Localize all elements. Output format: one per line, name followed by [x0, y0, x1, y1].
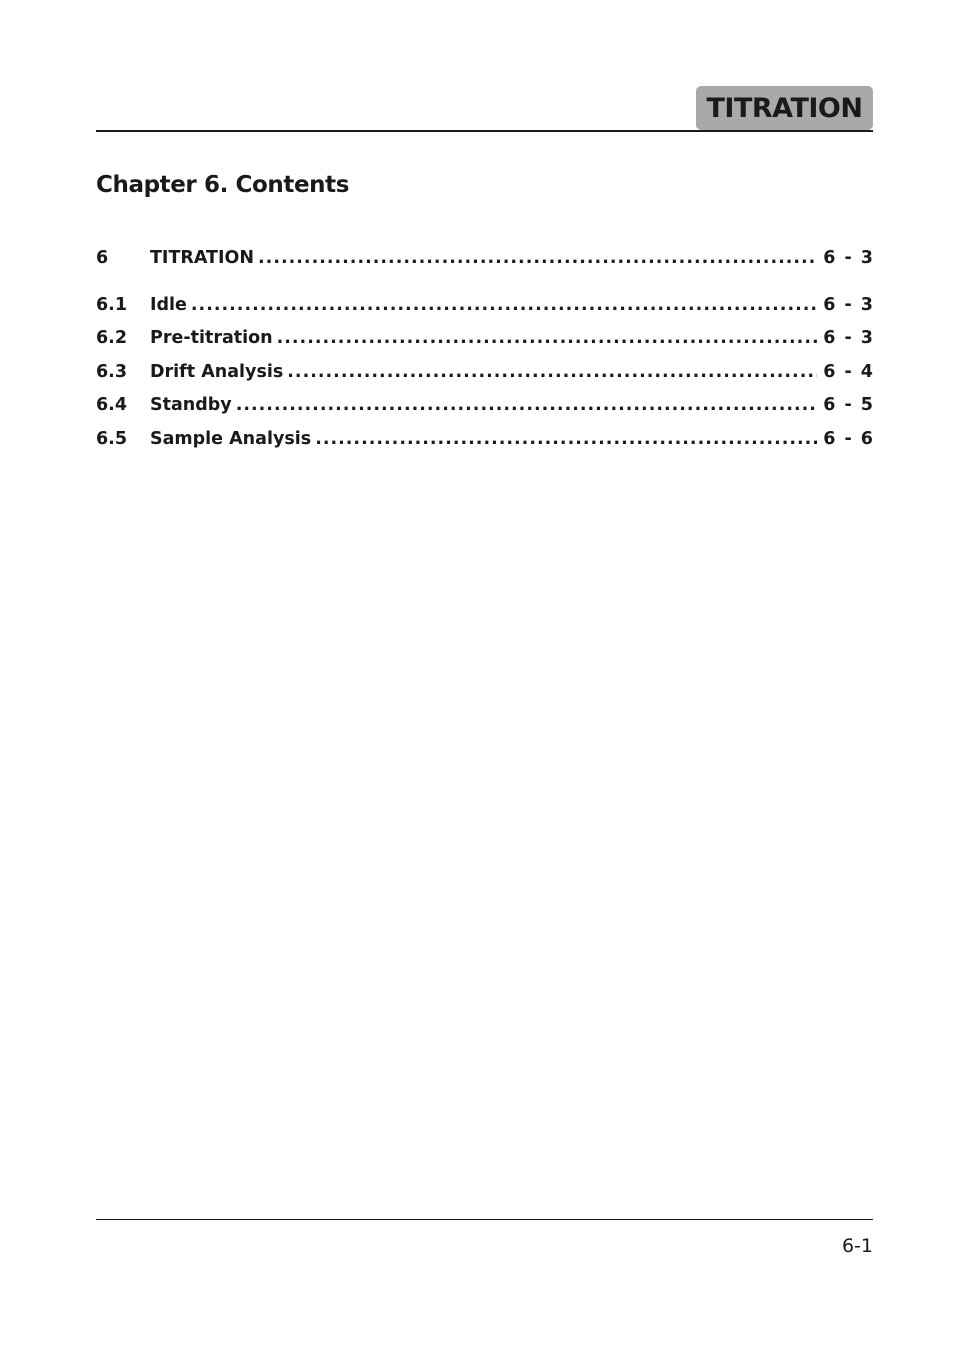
toc-entry-title: Standby: [150, 395, 232, 415]
page-number: 6-1: [841, 1235, 873, 1257]
toc-entry-page: 6 - 3: [823, 248, 873, 268]
toc-entry[interactable]: [96, 295, 873, 319]
toc-entry-number: 6.3: [96, 362, 128, 382]
toc-entry-number: 6.4: [96, 395, 128, 415]
toc-dot-leader: [258, 248, 817, 268]
toc-dot-leader: [277, 328, 818, 348]
chapter-badge: [696, 86, 873, 130]
toc-dot-leader: [191, 295, 817, 315]
header-divider: [96, 130, 873, 132]
toc-entry-title: Pre-titration: [150, 328, 273, 348]
toc-entry[interactable]: [96, 395, 873, 419]
toc-entry-number: 6.2: [96, 328, 128, 348]
toc-entry-page: 6 - 5: [823, 395, 873, 415]
toc-dot-leader: [315, 429, 817, 449]
toc-entry-page: 6 - 6: [823, 429, 873, 449]
toc-entry[interactable]: [96, 328, 873, 352]
toc-entry-title: Idle: [150, 295, 187, 315]
toc-entry-title: Sample Analysis: [150, 429, 312, 449]
footer-divider: [96, 1219, 873, 1220]
toc-entry-page: 6 - 3: [823, 295, 873, 315]
toc-entry[interactable]: [96, 362, 873, 386]
toc-entry-number: 6.5: [96, 429, 128, 449]
chapter-badge-label: TITRATION: [706, 92, 863, 124]
toc-dot-leader: [236, 395, 817, 415]
toc-entry-page: 6 - 3: [823, 328, 873, 348]
toc-entry-title: Drift Analysis: [150, 362, 284, 382]
chapter-title: Chapter 6. Contents: [96, 172, 350, 198]
toc-dot-leader: [287, 362, 817, 382]
toc-entry[interactable]: [96, 429, 873, 453]
toc-entry-number: 6.1: [96, 295, 128, 315]
toc-entry-number: 6: [96, 248, 109, 268]
toc-entry-title: TITRATION: [150, 248, 255, 268]
toc-entry-page: 6 - 4: [823, 362, 873, 382]
toc-entry[interactable]: [96, 248, 873, 272]
